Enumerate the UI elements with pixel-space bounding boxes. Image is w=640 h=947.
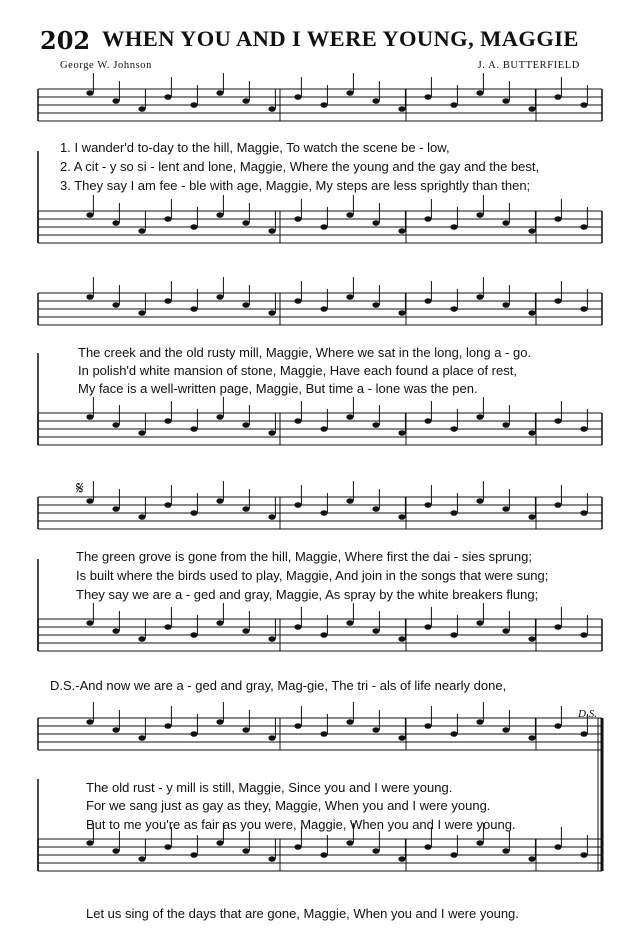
note-head	[138, 636, 145, 642]
note-head	[476, 840, 483, 846]
note-head	[294, 216, 301, 222]
note-head	[164, 723, 171, 729]
note-head	[164, 298, 171, 304]
lyric-line: But to me you're as fair as you were, Maggie, When you and I were young.	[86, 817, 516, 832]
note-head	[424, 502, 431, 508]
note-head	[528, 106, 535, 112]
note-head	[580, 102, 587, 108]
note-head	[190, 306, 197, 312]
note-head	[138, 856, 145, 862]
lyric-line: In polish'd white mansion of stone, Maggie, Have each found a place of rest,	[78, 363, 517, 378]
note-head	[554, 723, 561, 729]
note-head	[502, 220, 509, 226]
note-head	[372, 98, 379, 104]
note-head	[528, 310, 535, 316]
note-head	[398, 310, 405, 316]
note-head	[372, 848, 379, 854]
note-head	[268, 310, 275, 316]
lyric-line: 1. I wander'd to-day to the hill, Maggie, To watch the scene be - low,	[60, 140, 450, 155]
note-head	[502, 98, 509, 104]
note-head	[86, 212, 93, 218]
note-head	[216, 212, 223, 218]
lyric-line: The creek and the old rusty mill, Maggie, Where we sat in the long, long a - go.	[78, 345, 532, 360]
hymn-number: 202	[40, 26, 91, 55]
lyric-line: My face is a well-written page, Maggie, But time a - lone was the pen.	[78, 381, 478, 396]
note-head	[138, 735, 145, 741]
note-head	[450, 510, 457, 516]
note-head	[242, 220, 249, 226]
note-head	[294, 723, 301, 729]
note-head	[216, 840, 223, 846]
note-head	[450, 306, 457, 312]
note-head	[320, 224, 327, 230]
lyricist: George W. Johnson	[60, 60, 152, 71]
note-head	[112, 628, 119, 634]
note-head	[424, 723, 431, 729]
note-head	[294, 502, 301, 508]
note-head	[216, 719, 223, 725]
note-head	[528, 735, 535, 741]
note-head	[398, 856, 405, 862]
note-head	[294, 298, 301, 304]
note-head	[320, 102, 327, 108]
note-head	[138, 228, 145, 234]
note-head	[502, 628, 509, 634]
note-head	[86, 620, 93, 626]
note-head	[320, 852, 327, 858]
note-head	[398, 106, 405, 112]
note-head	[528, 636, 535, 642]
note-head	[554, 216, 561, 222]
lyric-line: D.S.-And now we are a - ged and gray, Mag-gie, The tri - als of life nearly done,	[50, 678, 507, 693]
note-head	[424, 418, 431, 424]
note-head	[398, 430, 405, 436]
note-head	[372, 506, 379, 512]
note-head	[112, 727, 119, 733]
composer: J. A. BUTTERFIELD	[477, 60, 580, 71]
note-head	[346, 840, 353, 846]
note-head	[138, 430, 145, 436]
note-head	[502, 422, 509, 428]
note-head	[242, 506, 249, 512]
note-head	[450, 102, 457, 108]
note-head	[268, 430, 275, 436]
note-head	[346, 414, 353, 420]
note-head	[86, 294, 93, 300]
note-head	[580, 426, 587, 432]
note-head	[502, 727, 509, 733]
note-head	[268, 514, 275, 520]
lyric-line: For we sang just as gay as they, Maggie, When you and I were young.	[86, 798, 491, 813]
note-head	[164, 216, 171, 222]
note-head	[372, 727, 379, 733]
note-head	[554, 624, 561, 630]
note-head	[268, 228, 275, 234]
note-head	[138, 514, 145, 520]
note-head	[372, 422, 379, 428]
note-head	[112, 220, 119, 226]
note-head	[502, 848, 509, 854]
note-head	[190, 510, 197, 516]
note-head	[164, 624, 171, 630]
note-head	[580, 852, 587, 858]
note-head	[476, 719, 483, 725]
lyric-line: 3. They say I am fee - ble with age, Maggie, My steps are less sprightly than then;	[60, 178, 531, 193]
note-head	[580, 306, 587, 312]
note-head	[450, 224, 457, 230]
note-head	[476, 498, 483, 504]
note-head	[424, 216, 431, 222]
note-head	[242, 98, 249, 104]
note-head	[554, 94, 561, 100]
note-head	[216, 498, 223, 504]
note-head	[476, 620, 483, 626]
note-head	[268, 735, 275, 741]
note-head	[424, 298, 431, 304]
note-head	[86, 414, 93, 420]
note-head	[398, 228, 405, 234]
note-head	[320, 731, 327, 737]
note-head	[112, 302, 119, 308]
lyric-line: The green grove is gone from the hill, Maggie, Where first the dai - sies sprung;	[76, 549, 532, 564]
note-head	[164, 844, 171, 850]
note-head	[450, 426, 457, 432]
note-head	[346, 294, 353, 300]
note-head	[320, 426, 327, 432]
note-head	[112, 422, 119, 428]
note-head	[580, 224, 587, 230]
note-head	[112, 506, 119, 512]
note-head	[398, 636, 405, 642]
note-head	[450, 731, 457, 737]
note-head	[346, 719, 353, 725]
note-head	[294, 624, 301, 630]
note-head	[450, 632, 457, 638]
note-head	[476, 294, 483, 300]
note-head	[580, 731, 587, 737]
note-head	[242, 422, 249, 428]
lyric-line: They say we are a - ged and gray, Maggie, As spray by the white breakers flung;	[76, 587, 539, 602]
note-head	[138, 106, 145, 112]
note-head	[476, 212, 483, 218]
note-head	[216, 414, 223, 420]
note-head	[190, 426, 197, 432]
lyric-line: Let us sing of the days that are gone, Maggie, When you and I were young.	[86, 906, 519, 921]
note-head	[242, 302, 249, 308]
note-head	[346, 212, 353, 218]
note-head	[242, 848, 249, 854]
note-head	[528, 856, 535, 862]
note-head	[346, 620, 353, 626]
segno-sign: 𝄋	[76, 478, 84, 498]
note-head	[346, 498, 353, 504]
note-head	[294, 844, 301, 850]
lyric-line: The old rust - y mill is still, Maggie, Since you and I were young.	[86, 780, 453, 795]
note-head	[242, 727, 249, 733]
note-head	[242, 628, 249, 634]
note-head	[268, 636, 275, 642]
note-head	[294, 94, 301, 100]
note-head	[294, 418, 301, 424]
note-head	[528, 228, 535, 234]
note-head	[424, 624, 431, 630]
hymn-title: WHEN YOU AND I WERE YOUNG, MAGGIE	[102, 26, 579, 51]
note-head	[112, 98, 119, 104]
note-head	[320, 306, 327, 312]
note-head	[554, 298, 561, 304]
note-head	[476, 90, 483, 96]
note-head	[372, 628, 379, 634]
note-head	[216, 90, 223, 96]
note-head	[528, 514, 535, 520]
note-head	[216, 620, 223, 626]
note-head	[164, 94, 171, 100]
note-head	[164, 418, 171, 424]
note-head	[554, 844, 561, 850]
note-head	[268, 106, 275, 112]
note-head	[86, 719, 93, 725]
note-head	[112, 848, 119, 854]
note-head	[190, 224, 197, 230]
note-head	[190, 852, 197, 858]
note-head	[502, 302, 509, 308]
note-head	[190, 731, 197, 737]
note-head	[86, 840, 93, 846]
note-head	[320, 510, 327, 516]
lyric-line: 2. A cit - y so si - lent and lone, Maggie, Where the young and the gay and the best,	[60, 159, 540, 174]
note-head	[528, 430, 535, 436]
note-head	[424, 94, 431, 100]
note-head	[424, 844, 431, 850]
note-head	[554, 418, 561, 424]
note-head	[320, 632, 327, 638]
note-head	[138, 310, 145, 316]
note-head	[190, 102, 197, 108]
note-head	[216, 294, 223, 300]
lyric-line: Is built where the birds used to play, Maggie, And join in the songs that were sung;	[76, 568, 549, 583]
note-head	[164, 502, 171, 508]
note-head	[86, 90, 93, 96]
note-head	[450, 852, 457, 858]
note-head	[476, 414, 483, 420]
note-head	[554, 502, 561, 508]
note-head	[86, 498, 93, 504]
note-head	[580, 510, 587, 516]
note-head	[346, 90, 353, 96]
note-head	[372, 302, 379, 308]
note-head	[372, 220, 379, 226]
note-head	[398, 514, 405, 520]
note-head	[190, 632, 197, 638]
note-head	[580, 632, 587, 638]
note-head	[398, 735, 405, 741]
note-head	[268, 856, 275, 862]
ds-marker: D.S.	[578, 708, 597, 720]
note-head	[502, 506, 509, 512]
